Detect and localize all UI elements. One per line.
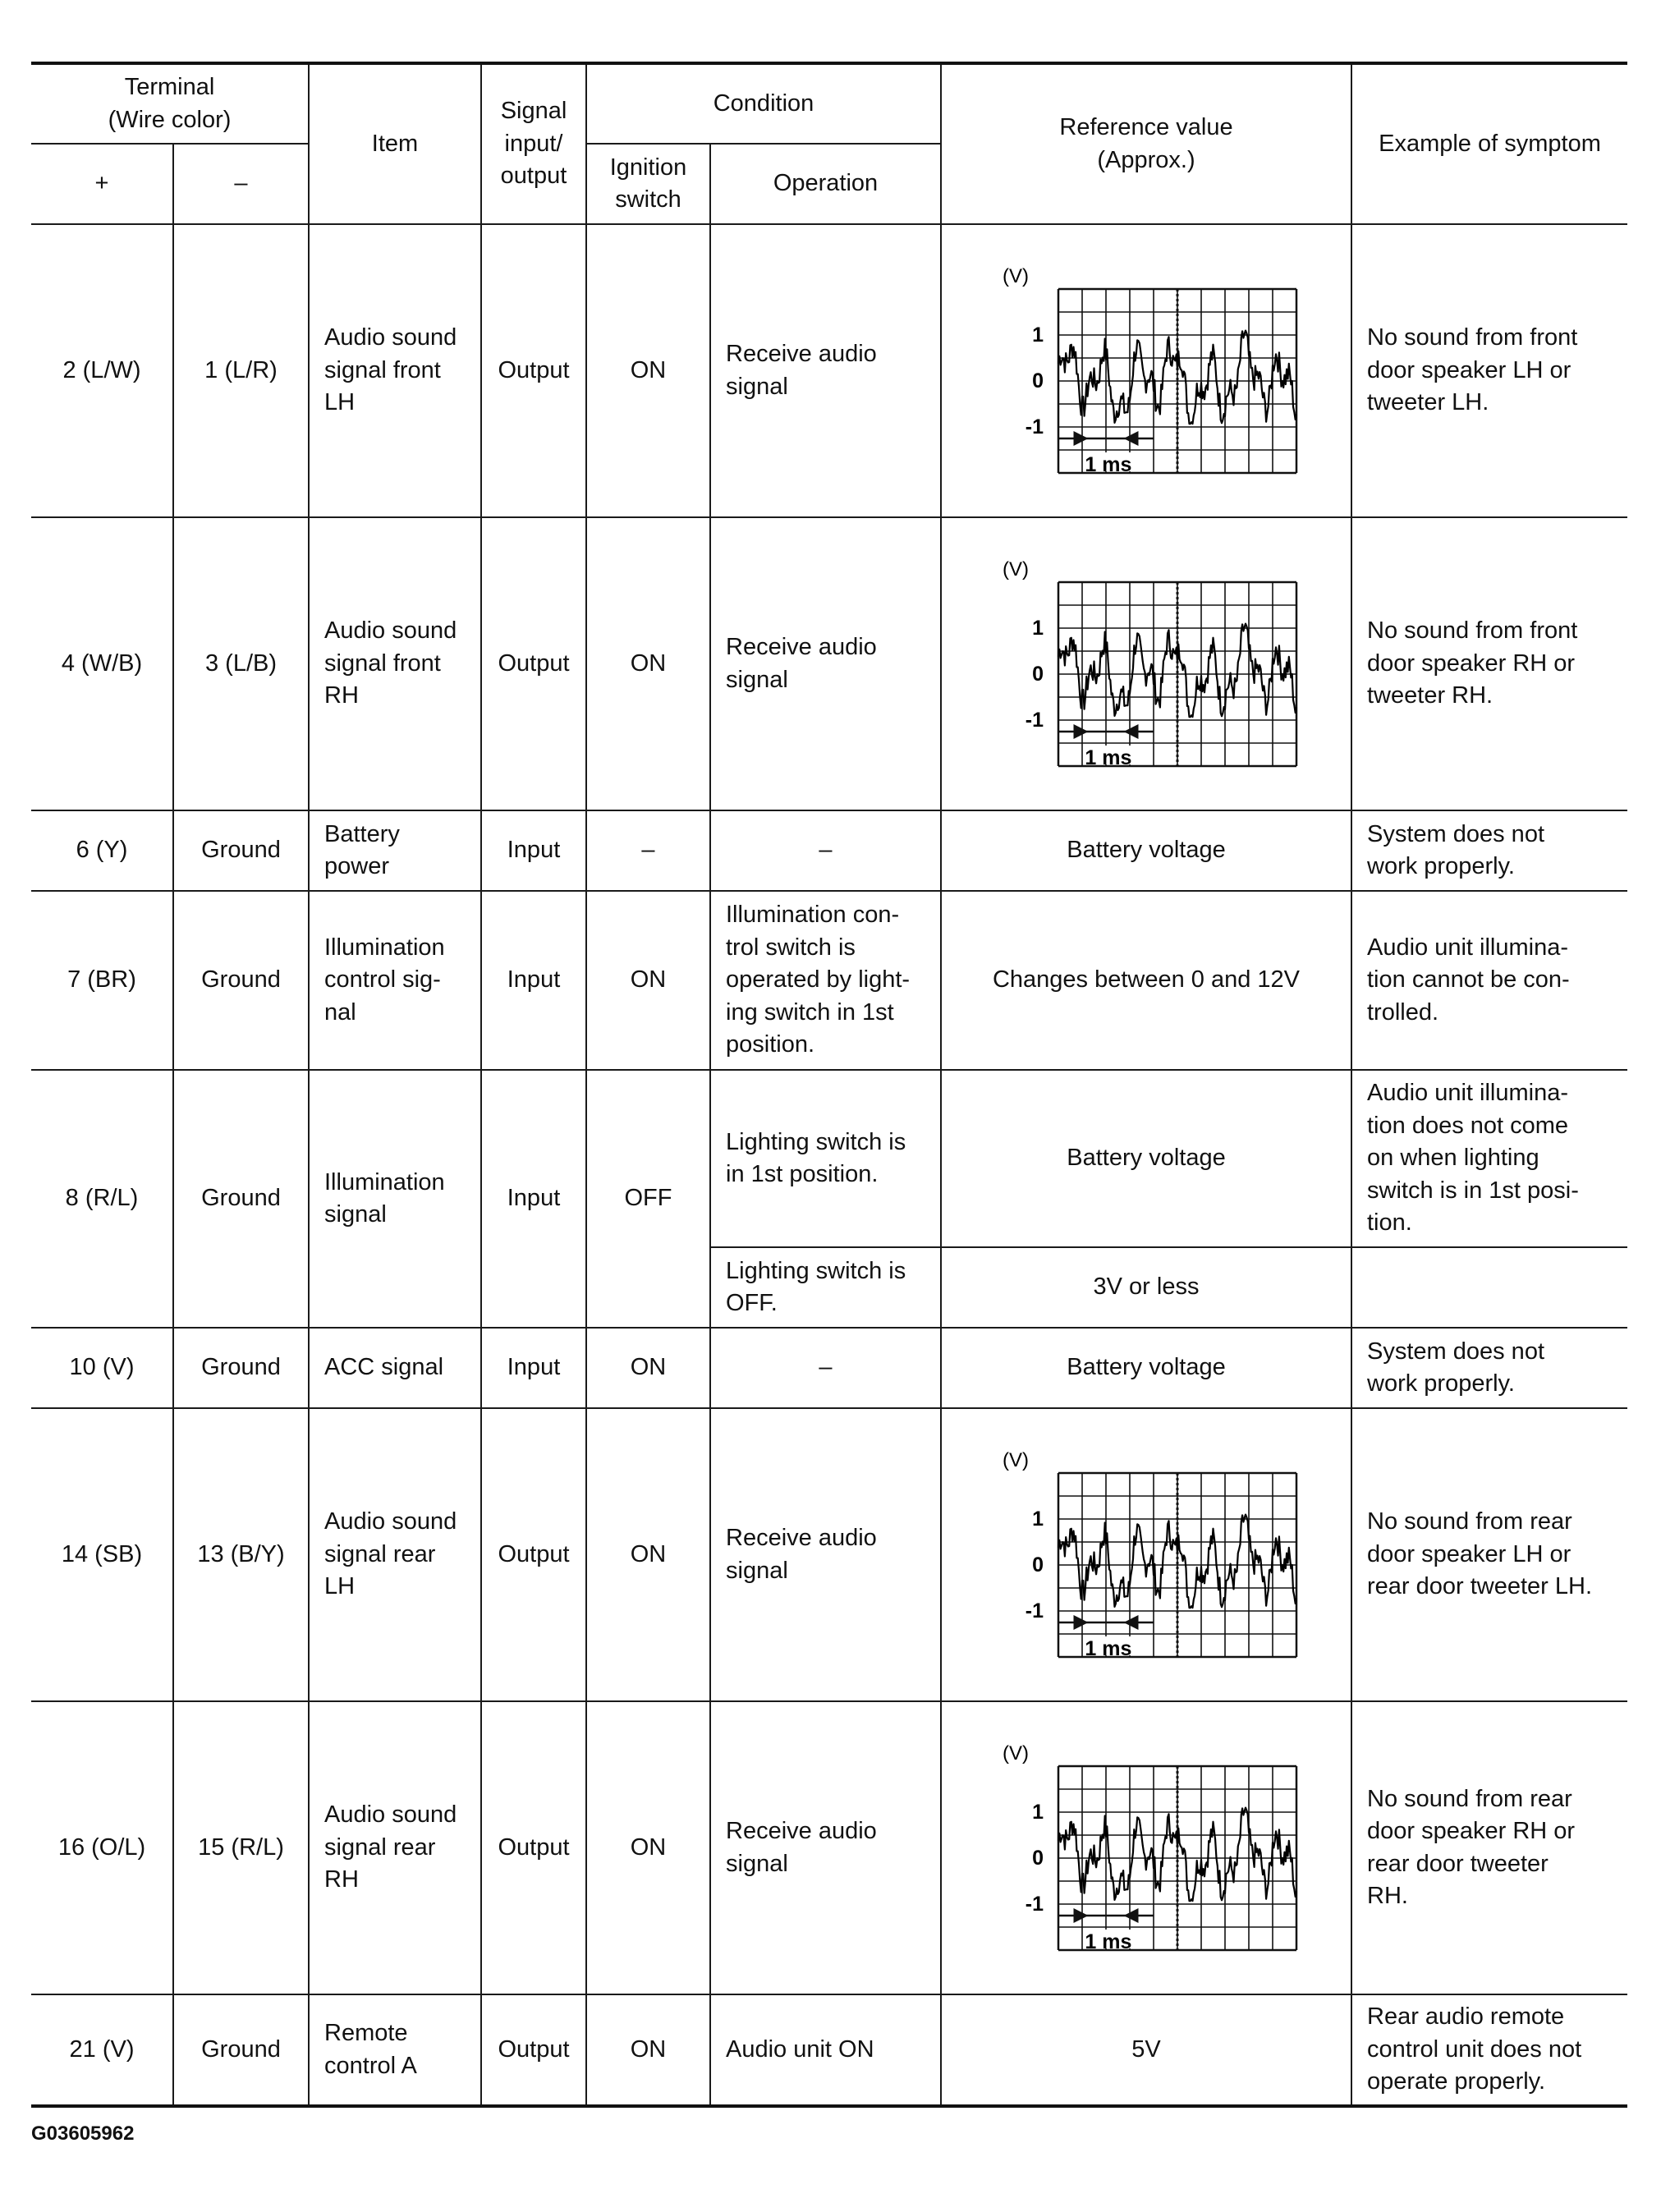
cell-reference: Battery voltage [941, 1070, 1351, 1247]
cell-operation: Receive audio signal [710, 1408, 941, 1701]
scope-unit-label: (V) [1003, 1448, 1029, 1471]
cell-plus: 10 (V) [31, 1328, 173, 1408]
header-operation: Operation [710, 144, 941, 224]
scope-time-label: 1 ms [1085, 1636, 1132, 1660]
scope-time-label: 1 ms [1085, 1930, 1132, 1953]
cell-operation: Receive audio signal [710, 517, 941, 810]
scope-y-label: 1 [1032, 616, 1044, 640]
oscilloscope-waveform [994, 264, 1298, 478]
cell-reference [941, 1701, 1351, 1994]
cell-io: Output [481, 224, 586, 517]
cell-reference: 5V [941, 1994, 1351, 2106]
cell-io: Output [481, 1408, 586, 1701]
terminal-spec-table [31, 62, 1627, 2108]
cell-reference: Battery voltage [941, 810, 1351, 891]
cell-item: Audio sound signal rear LH [309, 1408, 481, 1701]
cell-minus: Ground [173, 810, 309, 891]
scope-y-label: 0 [1032, 662, 1044, 686]
table-row [31, 1070, 1627, 1247]
cell-symptom: No sound from rear door speaker LH or rear door tweeter LH. [1351, 1408, 1627, 1701]
scope-y-label: -1 [1025, 1599, 1044, 1622]
cell-ignition: ON [586, 224, 710, 517]
scope-arrow-icon [1124, 724, 1139, 739]
cell-ignition: OFF [586, 1070, 710, 1328]
cell-plus: 7 (BR) [31, 891, 173, 1070]
header-item: Item [309, 63, 481, 224]
cell-item: Audio sound signal front LH [309, 224, 481, 517]
cell-minus: Ground [173, 1070, 309, 1328]
figure-code: G03605962 [31, 2123, 135, 2145]
cell-io: Input [481, 1328, 586, 1408]
cell-symptom: No sound from front door speaker RH or tweeter RH. [1351, 517, 1627, 810]
cell-symptom: Audio unit illumina- tion does not come on when lighting switch is in 1st posi- tion. [1351, 1070, 1627, 1247]
cell-reference: Battery voltage [941, 1328, 1351, 1408]
scope-arrow-icon [1074, 724, 1089, 739]
cell-operation: Receive audio signal [710, 1701, 941, 1994]
scope-arrow-icon [1124, 1908, 1139, 1923]
cell-operation: Receive audio signal [710, 224, 941, 517]
cell-plus: 8 (R/L) [31, 1070, 173, 1328]
header-minus: – [173, 144, 309, 224]
cell-io: Input [481, 810, 586, 891]
table-row [31, 1701, 1627, 1994]
cell-symptom: Rear audio remote control unit does not operate properly. [1351, 1994, 1627, 2106]
cell-operation: – [710, 1328, 941, 1408]
cell-io: Input [481, 891, 586, 1070]
cell-item: Remote control A [309, 1994, 481, 2106]
cell-item: Illumination control sig- nal [309, 891, 481, 1070]
cell-io: Output [481, 1994, 586, 2106]
header-symptom: Example of symptom [1351, 63, 1627, 224]
header-ignition-switch: Ignition switch [586, 144, 710, 224]
cell-symptom: No sound from rear door speaker RH or rear door tweeter RH. [1351, 1701, 1627, 1994]
scope-unit-label: (V) [1003, 264, 1029, 287]
header-reference-value: Reference value (Approx.) [941, 63, 1351, 224]
scope-time-label: 1 ms [1085, 452, 1132, 476]
cell-minus: Ground [173, 1994, 309, 2106]
oscilloscope-waveform [994, 1448, 1298, 1662]
cell-ignition: ON [586, 891, 710, 1070]
cell-plus: 2 (L/W) [31, 224, 173, 517]
cell-item: Audio sound signal rear RH [309, 1701, 481, 1994]
header-condition: Condition [586, 63, 941, 144]
cell-symptom [1351, 1247, 1627, 1328]
cell-reference [941, 1408, 1351, 1701]
cell-io: Input [481, 1070, 586, 1328]
cell-symptom: Audio unit illumina- tion cannot be con- trolled. [1351, 891, 1627, 1070]
scope-arrow-icon [1074, 431, 1089, 446]
scope-y-label: 0 [1032, 1846, 1044, 1870]
scope-unit-label: (V) [1003, 1742, 1029, 1765]
cell-ignition: ON [586, 1408, 710, 1701]
cell-io: Output [481, 517, 586, 810]
cell-reference [941, 224, 1351, 517]
cell-minus: 15 (R/L) [173, 1701, 309, 1994]
cell-operation: Illumination con- trol switch is operated by light- ing switch in 1st position. [710, 891, 941, 1070]
cell-operation: Lighting switch is in 1st position. [710, 1070, 941, 1247]
terminal-table-page [31, 62, 1627, 2108]
cell-operation: Lighting switch is OFF. [710, 1247, 941, 1328]
table-row [31, 517, 1627, 810]
scope-unit-label: (V) [1003, 558, 1029, 581]
scope-y-label: 1 [1032, 1800, 1044, 1824]
cell-minus: Ground [173, 1328, 309, 1408]
scope-y-label: -1 [1025, 708, 1044, 732]
cell-ignition: ON [586, 1994, 710, 2106]
oscilloscope-waveform [994, 558, 1298, 771]
scope-y-label: -1 [1025, 1892, 1044, 1916]
cell-operation: – [710, 810, 941, 891]
cell-plus: 14 (SB) [31, 1408, 173, 1701]
table-row [31, 1328, 1627, 1408]
cell-operation: Audio unit ON [710, 1994, 941, 2106]
table-row [31, 891, 1627, 1070]
table-row [31, 1408, 1627, 1701]
header-terminal: Terminal (Wire color) [31, 63, 309, 144]
cell-reference [941, 517, 1351, 810]
scope-y-label: 0 [1032, 1553, 1044, 1576]
scope-time-label: 1 ms [1085, 746, 1132, 769]
table-row [31, 224, 1627, 517]
cell-minus: 3 (L/B) [173, 517, 309, 810]
oscilloscope-waveform [994, 1742, 1298, 1955]
scope-arrow-icon [1074, 1615, 1089, 1630]
cell-plus: 4 (W/B) [31, 517, 173, 810]
cell-item: Audio sound signal front RH [309, 517, 481, 810]
cell-minus: 1 (L/R) [173, 224, 309, 517]
table-row [31, 1994, 1627, 2106]
cell-minus: Ground [173, 891, 309, 1070]
cell-ignition: ON [586, 517, 710, 810]
cell-minus: 13 (B/Y) [173, 1408, 309, 1701]
scope-arrow-icon [1124, 431, 1139, 446]
cell-reference: Changes between 0 and 12V [941, 891, 1351, 1070]
scope-y-label: -1 [1025, 415, 1044, 438]
cell-symptom: System does not work properly. [1351, 1328, 1627, 1408]
scope-y-label: 0 [1032, 369, 1044, 392]
cell-item: Battery power [309, 810, 481, 891]
cell-plus: 6 (Y) [31, 810, 173, 891]
table-row [31, 810, 1627, 891]
header-signal-io: Signal input/ output [481, 63, 586, 224]
header-plus: + [31, 144, 173, 224]
cell-symptom: System does not work properly. [1351, 810, 1627, 891]
scope-arrow-icon [1124, 1615, 1139, 1630]
cell-ignition: – [586, 810, 710, 891]
cell-io: Output [481, 1701, 586, 1994]
cell-symptom: No sound from front door speaker LH or tweeter LH. [1351, 224, 1627, 517]
cell-plus: 16 (O/L) [31, 1701, 173, 1994]
cell-reference: 3V or less [941, 1247, 1351, 1328]
cell-ignition: ON [586, 1328, 710, 1408]
cell-item: ACC signal [309, 1328, 481, 1408]
cell-plus: 21 (V) [31, 1994, 173, 2106]
scope-y-label: 1 [1032, 1507, 1044, 1531]
cell-ignition: ON [586, 1701, 710, 1994]
scope-y-label: 1 [1032, 323, 1044, 346]
cell-item: Illumination signal [309, 1070, 481, 1328]
scope-arrow-icon [1074, 1908, 1089, 1923]
